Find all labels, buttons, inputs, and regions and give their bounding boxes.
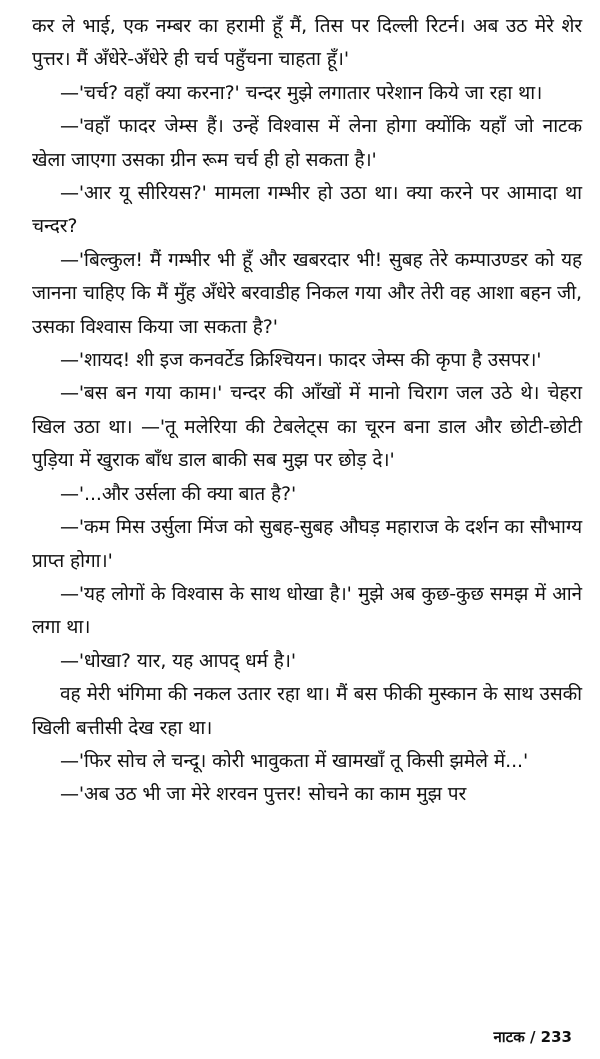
paragraph-11: —'धोखा? यार, यह आपद् धर्म है।' <box>60 649 296 672</box>
paragraph-9: —'कम मिस उर्सुला मिंज को सुबह-सुबह औघड़ महाराज के दर्शन का सौभाग्य प्राप्त होगा।' <box>32 516 582 572</box>
paragraph-14: —'अब उठ भी जा मेरे शरवन पुत्तर! सोचने का काम मुझ पर <box>60 783 467 806</box>
paragraph-3: —'वहाँ फादर जेम्स हैं। उन्हें विश्वास में लेना होगा क्योंकि यहाँ जो नाटक खेला जाएगा उसका ग्रीन रूम चर्च ही हो सकता है।' <box>32 115 582 171</box>
paragraph-5: —'बिल्कुल! मैं गम्भीर भी हूँ और खबरदार भी! सुबह तेरे कम्पाउण्डर को यह जानना चाहिए कि मैं मुँह अँधेरे बरवाडीह निकल गया और तेरी वह आशा बहन जी, उसका विश्वास किया जा सकता है?' <box>32 248 582 338</box>
page-footer-running-head: नाटक / 233 <box>493 1028 572 1046</box>
paragraph-4: —'आर यू सीरियस?' मामला गम्भीर हो उठा था। क्या करने पर आमादा था चन्दर? <box>32 182 582 238</box>
paragraph-1: कर ले भाई, एक नम्बर का हरामी हूँ मैं, तिस पर दिल्ली रिटर्न। अब उठ मेरे शेर पुत्तर। मैं अँधेरे-अँधेरे ही चर्च पहुँचना चाहता हूँ।' <box>32 15 582 71</box>
paragraph-7: —'बस बन गया काम।' चन्दर की आँखों में मानो चिराग जल उठे थे। चेहरा खिल उठा था। —'तू मलेरिया की टेबलेट्स का चूरन बना डाल और छोटी-छोटी पुड़िया में खुराक बाँध डाल बाकी सब मुझ पर छोड़ दे।' <box>32 382 582 472</box>
paragraph-8: —'...और उर्सला की क्या बात है?' <box>60 482 297 505</box>
paragraph-2: —'चर्च? वहाँ क्या करना?' चन्दर मुझे लगातार परेशान किये जा रहा था। <box>60 81 543 104</box>
paragraph-6: —'शायद! शी इज कनवर्टेड क्रिश्चियन। फादर जेम्स की कृपा है उसपर।' <box>60 349 542 372</box>
paragraph-13: —'फिर सोच ले चन्दू। कोरी भावुकता में खामखाँ तू किसी झमेले में...' <box>60 749 529 772</box>
paragraph-12: वह मेरी भंगिमा की नकल उतार रहा था। मैं बस फीकी मुस्कान के साथ उसकी खिली बत्तीसी देख रहा था। <box>32 683 582 739</box>
page-body <box>32 10 582 812</box>
paragraph-10: —'यह लोगों के विश्वास के साथ धोखा है।' मुझे अब कुछ-कुछ समझ में आने लगा था। <box>32 582 582 639</box>
